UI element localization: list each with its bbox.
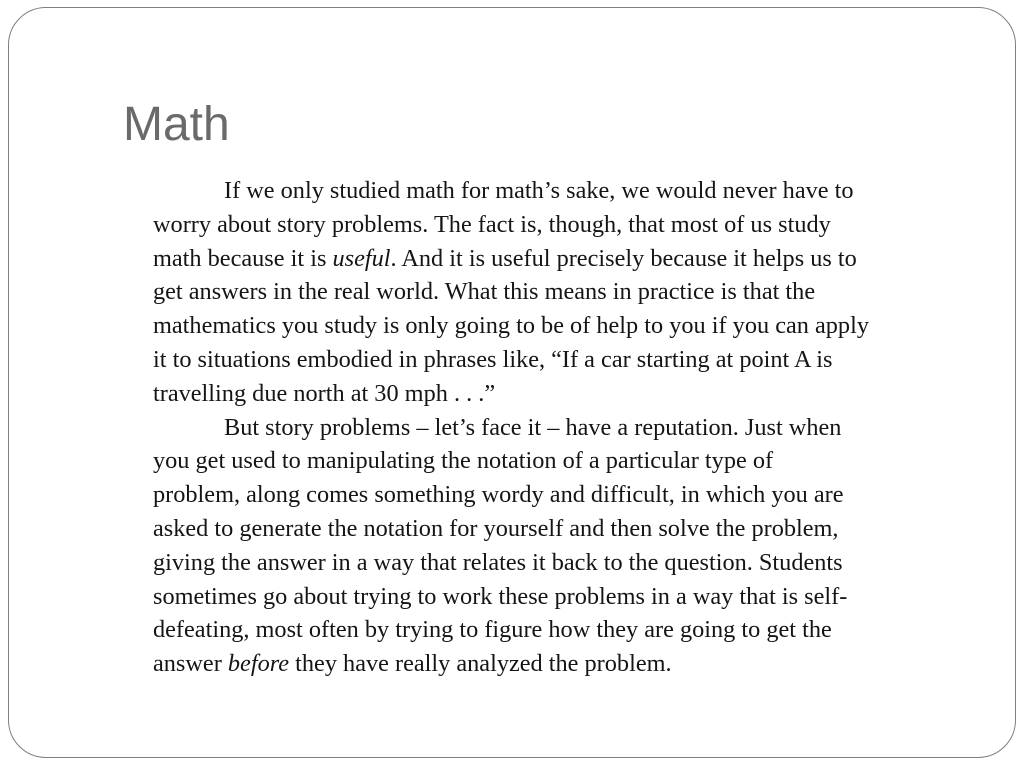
text-line — [153, 242, 981, 276]
text-line: sometimes go about trying to work these problems in a way that is self- — [153, 582, 848, 610]
text-line: travelling due north at 30 mph . . .” — [153, 379, 496, 407]
text-run: math because it is — [153, 244, 333, 272]
text-line: defeating, most often by trying to figure how they are going to get the — [153, 616, 832, 644]
slide-title: Math — [123, 98, 230, 151]
text-line: But story problems – let’s face it – have a reputation. Just when — [224, 413, 842, 441]
text-line: giving the answer in a way that relates it back to the question. Students — [153, 548, 843, 576]
text-run: they have really analyzed the problem. — [289, 650, 672, 678]
text-line: If we only studied math for math’s sake, we would never have to — [224, 177, 854, 204]
text-line: you get used to manipulating the notation of a particular type of — [153, 447, 774, 475]
text-run: answer — [153, 650, 228, 678]
text-line: mathematics you study is only going to be of help to you if you can apply — [153, 312, 869, 340]
text-line: problem, along comes something wordy and difficult, in which you are — [153, 481, 844, 509]
slide — [8, 7, 1016, 758]
text-run: . And it is useful precisely because it helps us to — [390, 244, 857, 272]
paragraph-1 — [153, 174, 981, 411]
text-line: it to situations embodied in phrases like, “If a car starting at point A is — [153, 345, 833, 373]
paragraph-2 — [153, 411, 981, 681]
slide-body — [153, 174, 981, 681]
emphasis-useful: useful — [332, 244, 391, 272]
text-line: asked to generate the notation for yourself and then solve the problem, — [153, 514, 839, 542]
text-line — [153, 647, 981, 681]
text-line: get answers in the real world. What this means in practice is that the — [153, 278, 816, 306]
emphasis-before: before — [227, 650, 290, 678]
text-line: worry about story problems. The fact is, though, that most of us study — [153, 210, 831, 238]
